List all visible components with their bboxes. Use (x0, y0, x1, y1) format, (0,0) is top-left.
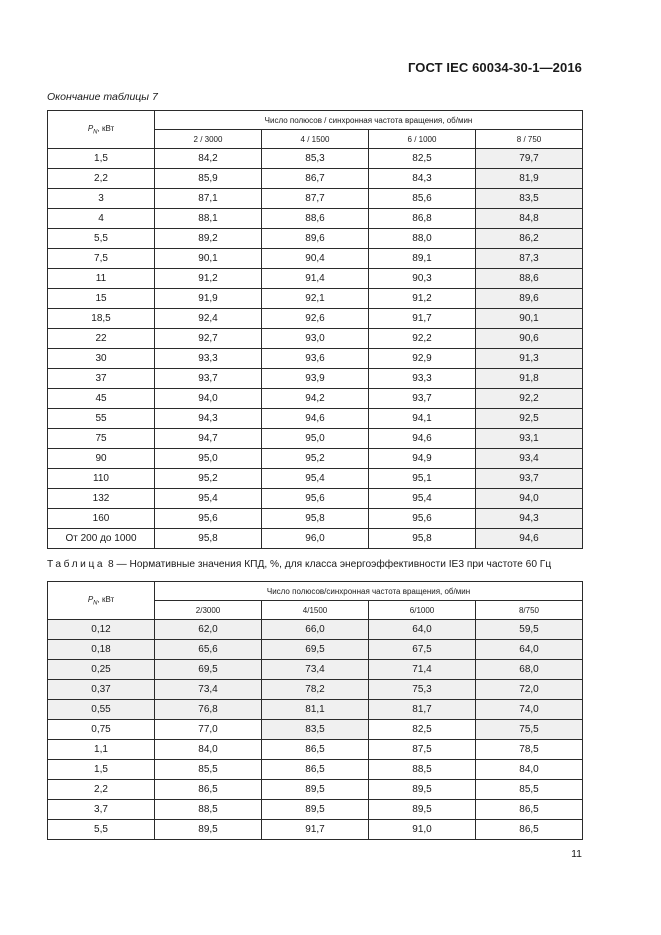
efficiency-cell: 94,0 (476, 489, 583, 509)
efficiency-cell: 89,5 (155, 820, 262, 840)
efficiency-cell: 90,6 (476, 329, 583, 349)
efficiency-cell: 92,2 (476, 389, 583, 409)
efficiency-cell: 90,3 (369, 269, 476, 289)
power-cell: 3 (48, 189, 155, 209)
table-row (48, 189, 583, 209)
table-row (48, 720, 583, 740)
column-header: 2 / 3000 (155, 130, 262, 149)
poles-group-header: Число полюсов/синхронная частота вращения, об/мин (155, 582, 583, 601)
efficiency-cell: 94,6 (476, 529, 583, 549)
efficiency-cell: 93,3 (369, 369, 476, 389)
table8 (47, 581, 583, 840)
table-row (48, 409, 583, 429)
efficiency-cell: 88,6 (476, 269, 583, 289)
efficiency-cell: 68,0 (476, 660, 583, 680)
efficiency-cell: 93,6 (262, 349, 369, 369)
efficiency-cell: 92,1 (262, 289, 369, 309)
efficiency-cell: 95,1 (369, 469, 476, 489)
efficiency-cell: 93,3 (155, 349, 262, 369)
power-cell: 7,5 (48, 249, 155, 269)
column-header: 8/750 (476, 601, 583, 620)
efficiency-cell: 95,4 (369, 489, 476, 509)
efficiency-cell: 95,2 (155, 469, 262, 489)
table-row (48, 660, 583, 680)
efficiency-cell: 94,0 (155, 389, 262, 409)
table-row (48, 700, 583, 720)
efficiency-cell: 94,3 (155, 409, 262, 429)
efficiency-cell: 84,0 (476, 760, 583, 780)
efficiency-cell: 85,6 (369, 189, 476, 209)
power-column-header: $P_N$, кВт (48, 111, 155, 149)
table-row (48, 620, 583, 640)
table-row (48, 429, 583, 449)
table-row (48, 229, 583, 249)
table-row (48, 489, 583, 509)
table-row (48, 760, 583, 780)
efficiency-cell: 86,2 (476, 229, 583, 249)
efficiency-cell: 85,5 (155, 760, 262, 780)
table-row (48, 640, 583, 660)
power-cell: 0,25 (48, 660, 155, 680)
efficiency-cell: 88,6 (262, 209, 369, 229)
power-cell: 1,1 (48, 740, 155, 760)
efficiency-cell: 94,1 (369, 409, 476, 429)
power-cell: 0,37 (48, 680, 155, 700)
table-row (48, 389, 583, 409)
efficiency-cell: 91,7 (262, 820, 369, 840)
power-cell: 160 (48, 509, 155, 529)
power-cell: 30 (48, 349, 155, 369)
power-cell: 0,75 (48, 720, 155, 740)
power-cell: 15 (48, 289, 155, 309)
efficiency-cell: 93,7 (476, 469, 583, 489)
efficiency-cell: 82,5 (369, 149, 476, 169)
column-header: 8 / 750 (476, 130, 583, 149)
efficiency-cell: 75,3 (369, 680, 476, 700)
efficiency-cell: 87,7 (262, 189, 369, 209)
efficiency-cell: 95,6 (155, 509, 262, 529)
power-cell: 2,2 (48, 780, 155, 800)
efficiency-cell: 81,7 (369, 700, 476, 720)
efficiency-cell: 91,0 (369, 820, 476, 840)
efficiency-cell: 95,4 (262, 469, 369, 489)
table-row (48, 349, 583, 369)
efficiency-cell: 90,4 (262, 249, 369, 269)
power-cell: 18,5 (48, 309, 155, 329)
efficiency-cell: 77,0 (155, 720, 262, 740)
efficiency-cell: 95,8 (155, 529, 262, 549)
table-row (48, 449, 583, 469)
power-cell: 0,55 (48, 700, 155, 720)
efficiency-cell: 84,2 (155, 149, 262, 169)
efficiency-cell: 86,5 (262, 740, 369, 760)
efficiency-cell: 84,3 (369, 169, 476, 189)
efficiency-cell: 75,5 (476, 720, 583, 740)
efficiency-cell: 86,5 (476, 820, 583, 840)
table-row (48, 169, 583, 189)
efficiency-cell: 93,1 (476, 429, 583, 449)
efficiency-cell: 86,5 (155, 780, 262, 800)
table-row (48, 740, 583, 760)
efficiency-cell: 81,9 (476, 169, 583, 189)
table-row (48, 249, 583, 269)
efficiency-cell: 95,8 (262, 509, 369, 529)
efficiency-cell: 91,9 (155, 289, 262, 309)
column-header: 4 / 1500 (262, 130, 369, 149)
power-cell: 4 (48, 209, 155, 229)
efficiency-cell: 96,0 (262, 529, 369, 549)
power-cell: 110 (48, 469, 155, 489)
efficiency-cell: 69,5 (155, 660, 262, 680)
efficiency-cell: 88,5 (155, 800, 262, 820)
efficiency-cell: 64,0 (476, 640, 583, 660)
efficiency-cell: 85,5 (476, 780, 583, 800)
efficiency-cell: 94,7 (155, 429, 262, 449)
efficiency-cell: 86,5 (262, 760, 369, 780)
efficiency-cell: 93,7 (369, 389, 476, 409)
table8-title: Таблица 8 — Нормативные значения КПД, %, для класса энергоэффективности IE3 при частоте 60 Гц (47, 559, 552, 570)
efficiency-cell: 95,0 (262, 429, 369, 449)
power-cell: 3,7 (48, 800, 155, 820)
power-cell: 45 (48, 389, 155, 409)
column-header: 4/1500 (262, 601, 369, 620)
efficiency-cell: 86,5 (476, 800, 583, 820)
efficiency-cell: 94,6 (369, 429, 476, 449)
efficiency-cell: 91,2 (369, 289, 476, 309)
efficiency-cell: 92,4 (155, 309, 262, 329)
power-cell: От 200 до 1000 (48, 529, 155, 549)
column-header: 6 / 1000 (369, 130, 476, 149)
table7 (47, 110, 583, 549)
table-row (48, 780, 583, 800)
table-row (48, 680, 583, 700)
efficiency-cell: 86,8 (369, 209, 476, 229)
table-row (48, 369, 583, 389)
efficiency-cell: 94,3 (476, 509, 583, 529)
power-cell: 11 (48, 269, 155, 289)
efficiency-cell: 89,5 (369, 800, 476, 820)
table-row (48, 469, 583, 489)
table-row (48, 529, 583, 549)
efficiency-cell: 73,4 (262, 660, 369, 680)
power-cell: 5,5 (48, 820, 155, 840)
efficiency-cell: 84,0 (155, 740, 262, 760)
efficiency-cell: 59,5 (476, 620, 583, 640)
table-row (48, 149, 583, 169)
power-cell: 132 (48, 489, 155, 509)
efficiency-cell: 89,5 (262, 780, 369, 800)
table-row (48, 209, 583, 229)
power-cell: 1,5 (48, 149, 155, 169)
efficiency-cell: 95,4 (155, 489, 262, 509)
power-cell: 1,5 (48, 760, 155, 780)
efficiency-cell: 88,0 (369, 229, 476, 249)
efficiency-cell: 88,5 (369, 760, 476, 780)
efficiency-cell: 95,8 (369, 529, 476, 549)
efficiency-cell: 64,0 (369, 620, 476, 640)
table-row (48, 820, 583, 840)
efficiency-cell: 95,0 (155, 449, 262, 469)
efficiency-cell: 89,6 (262, 229, 369, 249)
power-cell: 37 (48, 369, 155, 389)
efficiency-cell: 93,4 (476, 449, 583, 469)
efficiency-cell: 87,5 (369, 740, 476, 760)
power-cell: 22 (48, 329, 155, 349)
efficiency-cell: 69,5 (262, 640, 369, 660)
power-cell: 55 (48, 409, 155, 429)
efficiency-cell: 83,5 (476, 189, 583, 209)
table-row (48, 800, 583, 820)
efficiency-cell: 74,0 (476, 700, 583, 720)
column-header: 2/3000 (155, 601, 262, 620)
efficiency-cell: 94,9 (369, 449, 476, 469)
efficiency-cell: 78,5 (476, 740, 583, 760)
efficiency-cell: 92,2 (369, 329, 476, 349)
table-row (48, 269, 583, 289)
efficiency-cell: 89,6 (476, 289, 583, 309)
power-cell: 2,2 (48, 169, 155, 189)
efficiency-cell: 89,1 (369, 249, 476, 269)
efficiency-cell: 93,9 (262, 369, 369, 389)
efficiency-cell: 65,6 (155, 640, 262, 660)
efficiency-cell: 71,4 (369, 660, 476, 680)
efficiency-cell: 92,9 (369, 349, 476, 369)
power-cell: 75 (48, 429, 155, 449)
table-row (48, 289, 583, 309)
efficiency-cell: 91,4 (262, 269, 369, 289)
efficiency-cell: 90,1 (476, 309, 583, 329)
efficiency-cell: 89,5 (369, 780, 476, 800)
efficiency-cell: 91,3 (476, 349, 583, 369)
table-row (48, 309, 583, 329)
efficiency-cell: 89,5 (262, 800, 369, 820)
efficiency-cell: 91,2 (155, 269, 262, 289)
efficiency-cell: 72,0 (476, 680, 583, 700)
efficiency-cell: 92,5 (476, 409, 583, 429)
efficiency-cell: 85,3 (262, 149, 369, 169)
table-row (48, 329, 583, 349)
poles-group-header: Число полюсов / синхронная частота вращения, об/мин (155, 111, 583, 130)
column-header: 6/1000 (369, 601, 476, 620)
efficiency-cell: 95,2 (262, 449, 369, 469)
efficiency-cell: 81,1 (262, 700, 369, 720)
efficiency-cell: 62,0 (155, 620, 262, 640)
efficiency-cell: 92,7 (155, 329, 262, 349)
efficiency-cell: 90,1 (155, 249, 262, 269)
efficiency-cell: 84,8 (476, 209, 583, 229)
efficiency-cell: 93,7 (155, 369, 262, 389)
table7-caption: Окончание таблицы 7 (47, 91, 158, 103)
efficiency-cell: 66,0 (262, 620, 369, 640)
document-code: ГОСТ IEC 60034-30-1—2016 (407, 60, 582, 75)
efficiency-cell: 86,7 (262, 169, 369, 189)
efficiency-cell: 91,8 (476, 369, 583, 389)
efficiency-cell: 88,1 (155, 209, 262, 229)
efficiency-cell: 95,6 (262, 489, 369, 509)
efficiency-cell: 78,2 (262, 680, 369, 700)
efficiency-cell: 82,5 (369, 720, 476, 740)
efficiency-cell: 93,0 (262, 329, 369, 349)
table-row (48, 509, 583, 529)
efficiency-cell: 76,8 (155, 700, 262, 720)
efficiency-cell: 94,6 (262, 409, 369, 429)
efficiency-cell: 89,2 (155, 229, 262, 249)
efficiency-cell: 91,7 (369, 309, 476, 329)
power-cell: 5,5 (48, 229, 155, 249)
power-cell: 0,12 (48, 620, 155, 640)
efficiency-cell: 83,5 (262, 720, 369, 740)
power-cell: 0,18 (48, 640, 155, 660)
power-cell: 90 (48, 449, 155, 469)
efficiency-cell: 87,1 (155, 189, 262, 209)
efficiency-cell: 79,7 (476, 149, 583, 169)
efficiency-cell: 73,4 (155, 680, 262, 700)
power-column-header: $P_N$, кВт (48, 582, 155, 620)
efficiency-cell: 85,9 (155, 169, 262, 189)
efficiency-cell: 92,6 (262, 309, 369, 329)
efficiency-cell: 67,5 (369, 640, 476, 660)
efficiency-cell: 87,3 (476, 249, 583, 269)
efficiency-cell: 95,6 (369, 509, 476, 529)
page-number: 11 (571, 848, 582, 860)
efficiency-cell: 94,2 (262, 389, 369, 409)
